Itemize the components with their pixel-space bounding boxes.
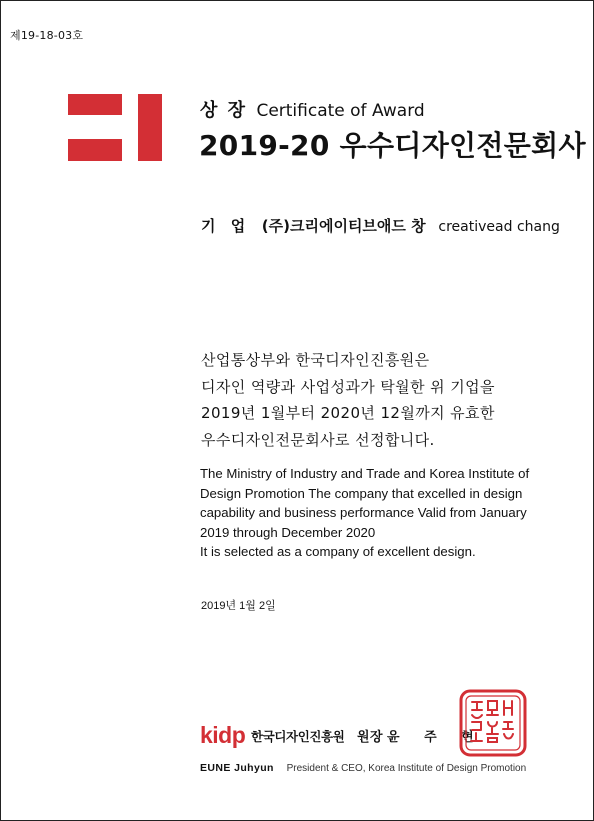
citation-en-line: It is selected as a company of excellent design. bbox=[200, 544, 476, 559]
emblem-bar-top bbox=[68, 94, 122, 115]
certificate-heading bbox=[200, 96, 425, 122]
heading-en: Certificate of Award bbox=[256, 101, 425, 121]
recipient-line bbox=[201, 215, 560, 236]
kidp-logo: kidp bbox=[200, 722, 246, 748]
citation-ko-line: 2019년 1월부터 2020년 12월까지 유효한 bbox=[201, 404, 495, 422]
issue-date: 2019년 1월 2일 bbox=[201, 600, 276, 612]
citation-ko bbox=[201, 347, 495, 453]
heading-ko: 상 장 bbox=[200, 100, 248, 121]
citation-en-line: 2019 through December 2020 bbox=[200, 524, 376, 540]
issuer-name-en: EUNE Juhyun bbox=[200, 762, 274, 774]
recipient-name-en: creativead chang bbox=[438, 219, 560, 235]
award-title: 2019-20 우수디자인전문회사 bbox=[199, 129, 586, 162]
recipient-label: 기 업 bbox=[201, 217, 251, 235]
citation-en-line: capability and business performance Valid from January bbox=[200, 505, 527, 520]
certificate-number: 제19-18-03호 bbox=[10, 29, 84, 42]
issuer-org-ko: 한국디자인진흥원 bbox=[251, 729, 345, 744]
citation-ko-line: 디자인 역량과 사업성과가 탁월한 위 기업을 bbox=[201, 377, 495, 396]
citation-ko-line: 우수디자인전문회사로 선정합니다. bbox=[201, 430, 435, 449]
kidp-emblem bbox=[68, 94, 164, 162]
citation-en-line: The Ministry of Industry and Trade and Korea Institute of bbox=[200, 466, 530, 481]
citation-en-line: Design Promotion The company that excelled in design bbox=[200, 485, 523, 501]
issuer-footer bbox=[200, 762, 526, 774]
citation-en bbox=[200, 464, 529, 562]
issuer-title-en: President & CEO, Korea Institute of Design Promotion bbox=[286, 763, 527, 774]
citation-ko-line: 산업통상부와 한국디자인진흥원은 bbox=[201, 351, 430, 369]
issuer-name-ko: 윤 주 현 bbox=[387, 730, 484, 745]
official-seal-icon bbox=[458, 688, 528, 758]
issuer-position-ko: 원장 bbox=[357, 730, 384, 745]
recipient-name-ko: (주)크리에이티브애드 창 bbox=[261, 217, 426, 235]
emblem-bar-bottom bbox=[68, 139, 122, 161]
emblem-bar-vertical bbox=[138, 94, 162, 161]
